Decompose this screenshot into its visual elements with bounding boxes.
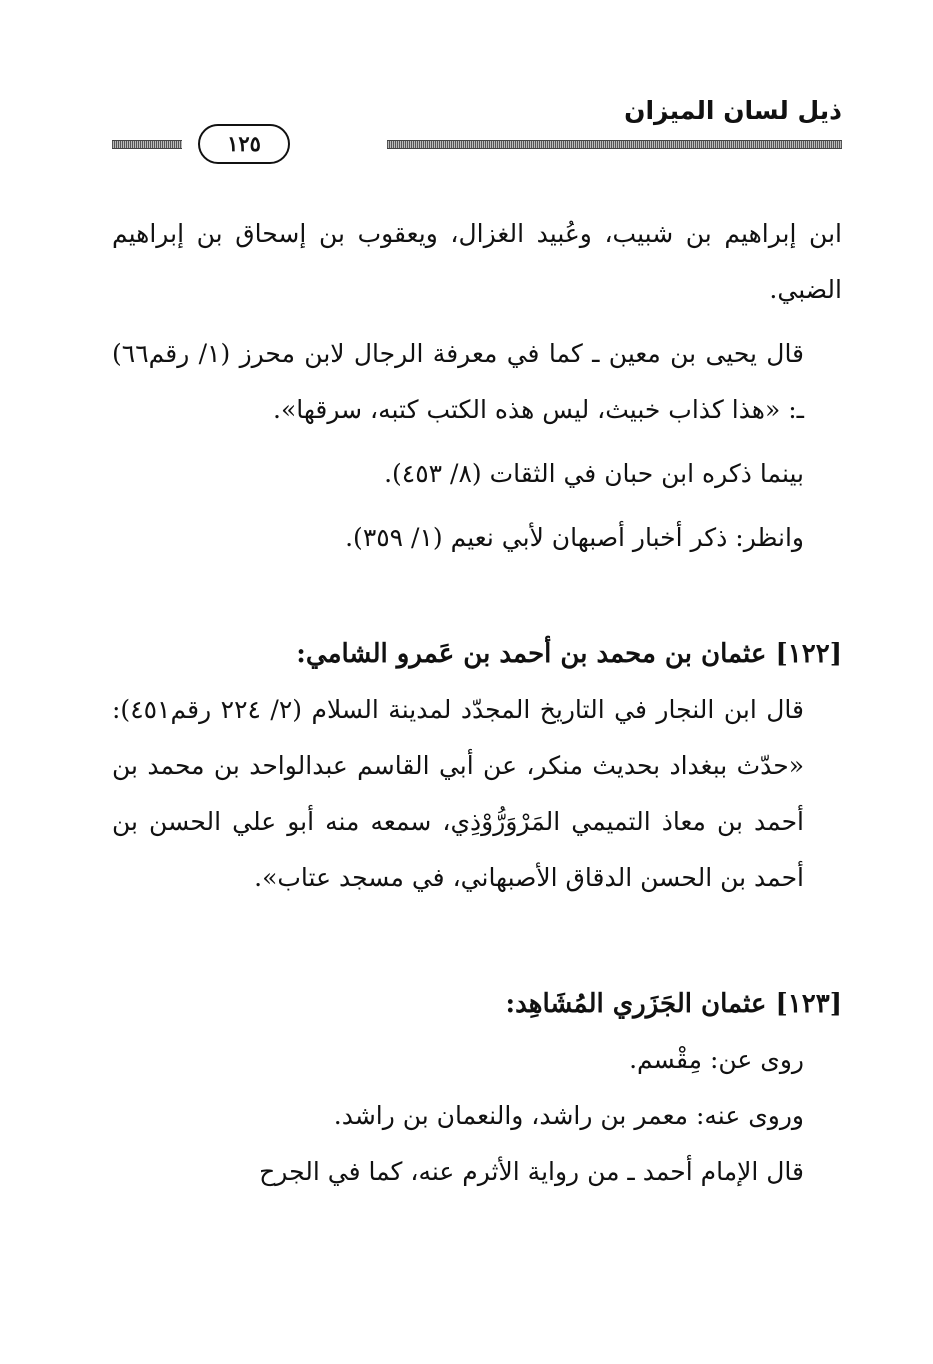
entry-heading-123: [١٢٣] عثمان الجَزَري المُشَاهِد: bbox=[505, 989, 842, 1019]
header-rule bbox=[387, 140, 842, 149]
paragraph-see-also: وانظر: ذكر أخبار أصبهان لأبي نعيم (١/ ٣٥٩). bbox=[345, 523, 804, 552]
header-rule-short bbox=[112, 140, 182, 149]
entry-123-narrated-by: وروى عنه: معمر بن راشد، والنعمان بن راشد. bbox=[333, 1101, 804, 1130]
paragraph-continued: ابن إبراهيم بن شبيب، وعُبيد الغزال، ويعقوب بن إسحاق بن إبراهيم الضبي. bbox=[112, 219, 842, 304]
paragraph-ibn-main: قال يحيى بن معين ـ كما في معرفة الرجال لابن محرز (١/ رقم٦٦) ـ: «هذا كذاب خبيث، ليس هذه الكتب كتبه، سرقها». bbox=[112, 339, 805, 424]
paragraph-ibn-hibban: بينما ذكره ابن حبان في الثقات (٨/ ٤٥٣). bbox=[384, 459, 804, 488]
page-body bbox=[112, 206, 842, 1200]
page-number: ١٢٥ bbox=[198, 124, 290, 164]
running-title: ذيل لسان الميزان bbox=[624, 96, 842, 125]
entry-text-122: قال ابن النجار في التاريخ المجدّد لمدينة السلام (٢/ ٢٢٤ رقم٤٥١): «حدّث ببغداد بحديث منكر، عن أبي القاسم عبدالواحد بن محمد بن أحمد بن معاذ التميمي المَرْوَرُّوْذِي، سمعه منه أبو علي الحسن بن أحمد بن الحسن الدقاق الأصبهاني، في مسجد عتاب». bbox=[112, 695, 805, 892]
entry-123-imam-ahmad: قال الإمام أحمد ـ من رواية الأثرم عنه، كما في الجرح bbox=[259, 1157, 804, 1186]
entry-heading-122: [١٢٢] عثمان بن محمد بن أحمد بن عَمرو الشامي: bbox=[296, 639, 842, 669]
entry-123-narrated-from: روى عن: مِقْسم. bbox=[629, 1045, 804, 1074]
page-header bbox=[112, 96, 842, 166]
